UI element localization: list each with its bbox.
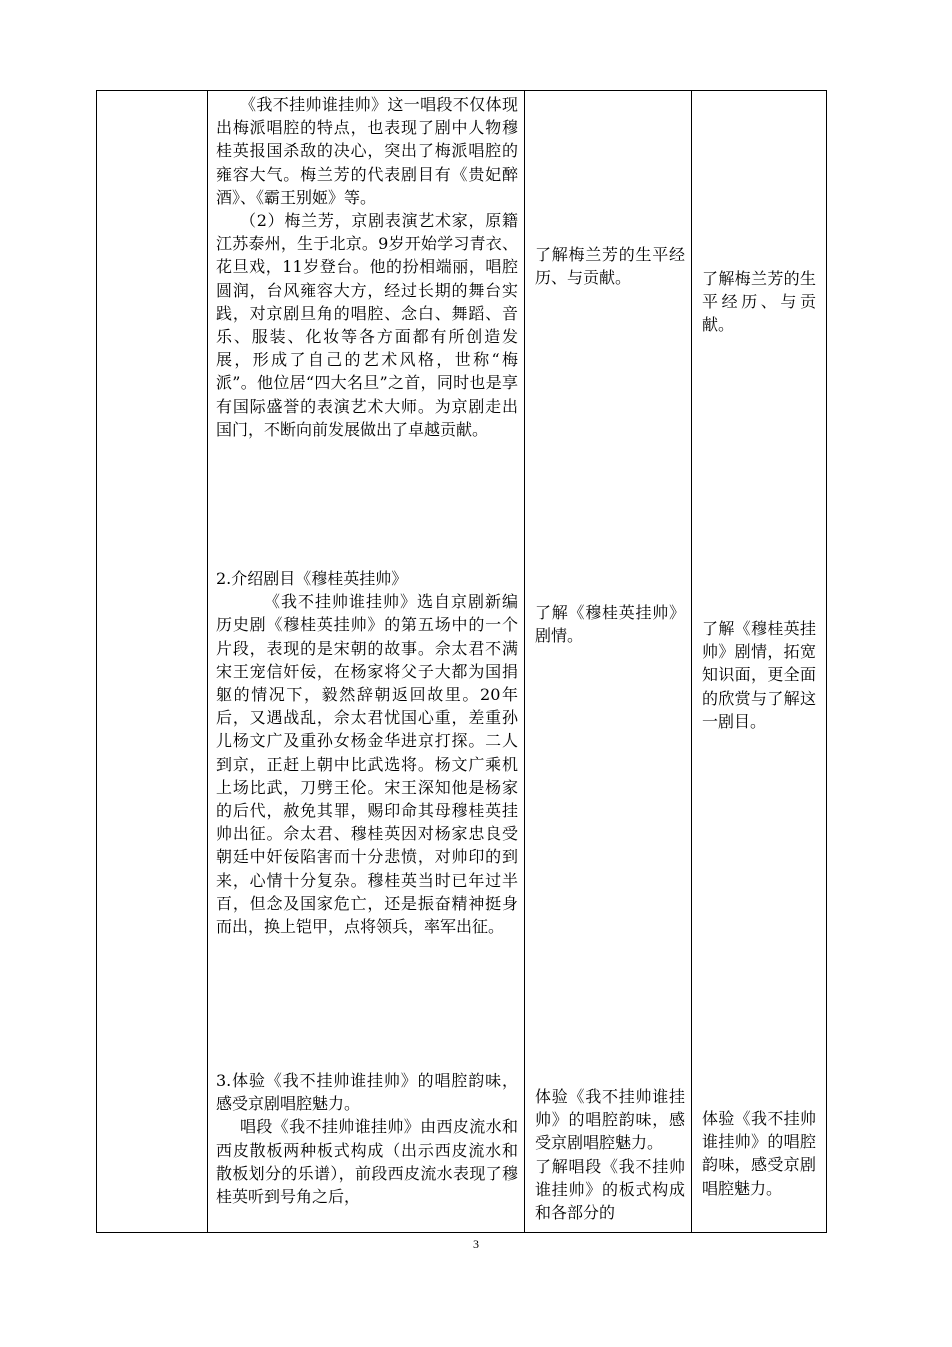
section-3-text <box>216 1069 518 1208</box>
lesson-plan-table <box>96 90 827 1233</box>
section-2-text <box>216 567 518 938</box>
student-activity-1-text: 了解梅兰芳的生平经历、与贡献。 <box>535 245 685 288</box>
page-number: 3 <box>473 1237 479 1251</box>
design-intent-2 <box>702 617 816 733</box>
student-activity-cell <box>525 91 692 1233</box>
section-2-heading: 2.介绍剧目《穆桂英挂帅》 <box>216 569 408 588</box>
student-activity-2-text: 了解《穆桂英挂帅》剧情。 <box>535 603 685 646</box>
section-1-text <box>216 93 518 441</box>
stage-column-cell <box>97 91 208 1233</box>
student-activity-4-text: 了解唱段《我不挂帅谁挂帅》的板式构成和各部分的 <box>535 1156 685 1223</box>
student-activity-3 <box>535 1085 685 1224</box>
design-intent-1-text: 了解梅兰芳的生平经历、与贡献。 <box>702 269 816 335</box>
student-activity-2 <box>535 601 685 647</box>
design-intent-3 <box>702 1107 816 1200</box>
student-activity-1 <box>535 243 685 289</box>
paragraph-meipai-style: 《我不挂帅谁挂帅》这一唱段不仅体现出梅派唱腔的特点，也表现了剧中人物穆桂英报国杀敌的决心，突出了梅派唱腔的雍容大气。梅兰芳的代表剧目有《贵妃醉酒》、《霸王别姬》等。 <box>216 95 518 207</box>
table-row <box>97 91 827 1233</box>
paragraph-play-synopsis: 《我不挂帅谁挂帅》选自京剧新编历史剧《穆桂英挂帅》的第五场中的一个片段，表现的是宋朝的故事。佘太君不满宋王宠信奸佞，在杨家将父子大都为国捐躯的情况下，毅然辞朝返回故里。20年后，又遇战乱，佘太君忧国心重，差重孙儿杨文广及重孙女杨金华进京打探。二人到京，正赶上朝中比武选将。杨文广乘机上场比武，刀劈王伦。宋王深知他是杨家的后代，赦免其罪，赐印命其母穆桂英挂帅出征。佘太君、穆桂英因对杨家忠良受朝廷中奸佞陷害而十分悲愤，对帅印的到来，心情十分复杂。穆桂英当时已年过半百，但念及国家危亡，还是振奋精神挺身而出，换上铠甲，点将领兵，率军出征。 <box>216 592 518 937</box>
design-intent-2-text: 了解《穆桂英挂帅》剧情，拓宽知识面，更全面的欣赏与了解这一剧目。 <box>702 619 816 731</box>
design-intent-cell <box>692 91 827 1233</box>
section-3-heading: 3.体验《我不挂帅谁挂帅》的唱腔韵味，感受京剧唱腔魅力。 <box>216 1071 518 1114</box>
teaching-content-cell <box>208 91 525 1233</box>
student-activity-3-text: 体验《我不挂帅谁挂帅》的唱腔韵味，感受京剧唱腔魅力。 <box>535 1087 685 1153</box>
design-intent-1 <box>702 267 816 337</box>
paragraph-aria-structure: 唱段《我不挂帅谁挂帅》由西皮流水和西皮散板两种板式构成（出示西皮流水和散板划分的乐谱），前段西皮流水表现了穆桂英听到号角之后， <box>216 1117 518 1207</box>
paragraph-mei-lanfang-bio: （2）梅兰芳，京剧表演艺术家，原籍江苏泰州，生于北京。9岁开始学习青衣、花旦戏，11岁登台。他的扮相端丽，唱腔圆润，台风雍容大方，经过长期的舞台实践，对京剧旦角的唱腔、念白、舞蹈、音乐、服装、化妆等各方面都有所创造发展，形成了自己的艺术风格，世称“梅派”。他位居“四大名旦”之首，同时也是享有国际盛誉的表演艺术大师。为京剧走出国门，不断向前发展做出了卓越贡献。 <box>216 211 518 439</box>
design-intent-3-text: 体验《我不挂帅谁挂帅》的唱腔韵味，感受京剧唱腔魅力。 <box>702 1109 816 1198</box>
